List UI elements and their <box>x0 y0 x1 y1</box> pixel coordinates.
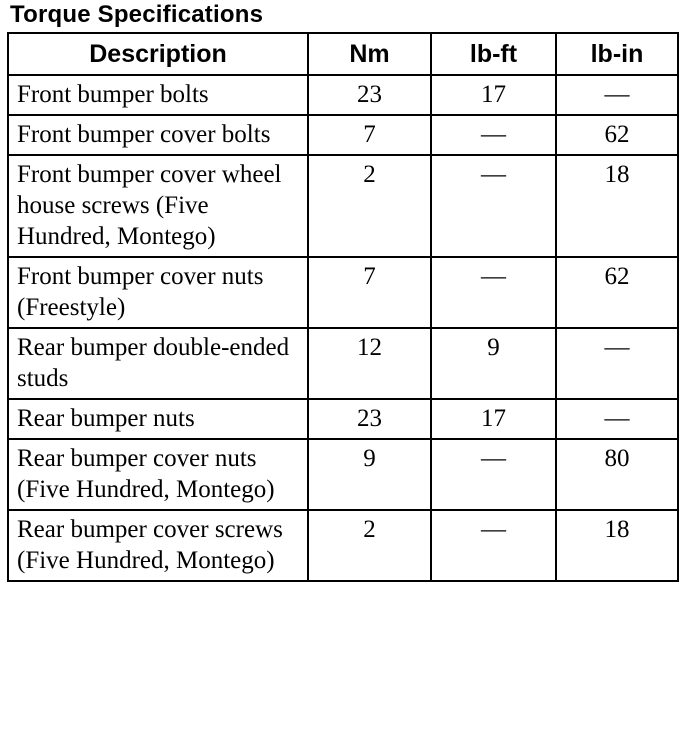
table-header-row <box>8 33 678 75</box>
table-row <box>8 510 678 581</box>
lb-ft-cell: — <box>431 439 556 510</box>
description-cell: Front bumper cover wheel house screws (Five Hundred, Montego) <box>8 155 308 257</box>
table-row <box>8 439 678 510</box>
column-header-lb-ft: lb-ft <box>431 33 556 75</box>
nm-cell: 2 <box>308 510 431 581</box>
lb-ft-cell: 17 <box>431 399 556 439</box>
lb-ft-cell: — <box>431 510 556 581</box>
description-cell: Front bumper cover bolts <box>8 115 308 155</box>
nm-cell: 23 <box>308 399 431 439</box>
lb-ft-cell: — <box>431 155 556 257</box>
column-header-nm: Nm <box>308 33 431 75</box>
torque-specifications-table <box>7 32 679 582</box>
description-cell: Rear bumper cover nuts (Five Hundred, Montego) <box>8 439 308 510</box>
description-cell: Rear bumper nuts <box>8 399 308 439</box>
description-cell: Front bumper cover nuts (Freestyle) <box>8 257 308 328</box>
lb-in-cell: — <box>556 399 678 439</box>
table-row <box>8 115 678 155</box>
lb-in-cell: — <box>556 75 678 115</box>
lb-in-cell: 80 <box>556 439 678 510</box>
nm-cell: 7 <box>308 257 431 328</box>
table-row <box>8 155 678 257</box>
nm-cell: 9 <box>308 439 431 510</box>
nm-cell: 23 <box>308 75 431 115</box>
column-header-description: Description <box>8 33 308 75</box>
table-row <box>8 257 678 328</box>
description-cell: Rear bumper cover screws (Five Hundred, Montego) <box>8 510 308 581</box>
lb-in-cell: 18 <box>556 510 678 581</box>
table-row <box>8 75 678 115</box>
lb-in-cell: 62 <box>556 257 678 328</box>
description-cell: Rear bumper double-ended studs <box>8 328 308 399</box>
column-header-lb-in: lb-in <box>556 33 678 75</box>
nm-cell: 12 <box>308 328 431 399</box>
lb-in-cell: 18 <box>556 155 678 257</box>
nm-cell: 2 <box>308 155 431 257</box>
lb-in-cell: — <box>556 328 678 399</box>
nm-cell: 7 <box>308 115 431 155</box>
lb-in-cell: 62 <box>556 115 678 155</box>
lb-ft-cell: 9 <box>431 328 556 399</box>
page-title: Torque Specifications <box>10 1 264 28</box>
description-cell: Front bumper bolts <box>8 75 308 115</box>
table-row <box>8 328 678 399</box>
lb-ft-cell: — <box>431 115 556 155</box>
table-row <box>8 399 678 439</box>
lb-ft-cell: 17 <box>431 75 556 115</box>
lb-ft-cell: — <box>431 257 556 328</box>
